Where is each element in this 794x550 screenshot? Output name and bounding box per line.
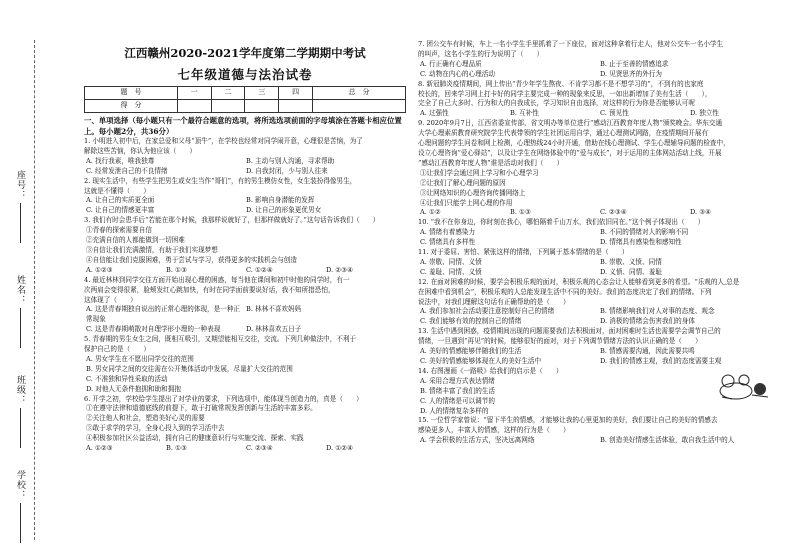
option: A. 行正确有心理品质	[420, 59, 482, 68]
question-q11	[418, 248, 780, 278]
score-input-cell[interactable]	[211, 100, 245, 113]
option-row	[418, 436, 780, 446]
question-q15	[418, 416, 780, 446]
question-text: 11. 对于委屈、害怕、紧张这样的情绪，下列属于基本情绪的是（ ）	[418, 248, 629, 257]
question-text: 感染更多人，丰富人的情感，这样的行为是（ ）	[418, 426, 570, 435]
option: C. 经常发泄自己的不良情绪	[86, 166, 168, 175]
option: D. 见贤思齐的外行为	[600, 69, 662, 78]
option: B. 情绪丰富了我们的生活	[420, 386, 495, 395]
question-text: 次两肩会变得很紧，脸颊发红心跳加快，有时在同学面前要说好话，我不知所措恐怕，	[84, 285, 335, 294]
option-row	[418, 109, 780, 119]
score-input-cell[interactable]	[313, 100, 406, 113]
option: B. 创造美好情感生活体验，敢自我生活中的人	[600, 436, 735, 445]
option: B. 情感需要沟通，因此需要共鸣	[600, 347, 695, 356]
question-text: 2. 现实生活中，有些学生把男生或女生当作“哥们”，有的男生模仿女性，女生装扮得像男生，	[84, 176, 357, 185]
option: D. ①②④	[326, 444, 353, 453]
score-cell: 得 分	[85, 100, 178, 113]
score-cell: 一	[177, 87, 211, 100]
question-text: 6. 开学之初，学校给学生提出了对学业的要求，下列选项中，能体现当创造力的，真是（ ）	[84, 394, 363, 403]
option-row	[418, 60, 780, 70]
option: A. 我们参加社会活动要注意控制好自己的情绪	[420, 307, 555, 316]
option: ①在遵守法律和道德底线的前提下，敢于打破常规发挥创新与生活的丰富多彩。	[86, 404, 317, 413]
question-text: 15. 一位哲学家曾说：“留下半生的情感，才能够让我的心里更加的美好，我们要让自己的美好的情感去	[418, 416, 718, 425]
option: C. 羞耻、同情、义愤	[420, 267, 482, 276]
option: C. ②③④	[246, 444, 273, 453]
option: D. 独立性	[690, 109, 720, 118]
question-q7	[418, 40, 780, 80]
question-text: 解除这些苦恼，你认为他应该（ ）	[84, 146, 197, 155]
option: C. 情绪具有多样性	[420, 238, 476, 247]
question-text: 3. 我们有时会患手后“若能在那个时候，我那样说就好了，但那样做就好了。”这句话告诉我们（ ）	[84, 216, 380, 225]
option-row	[84, 206, 406, 216]
option: A. 找行我素，唯我独尊	[86, 156, 155, 165]
option: C. 预见性	[600, 109, 629, 118]
option: A. 学会积极的生活方式，坚决远离网络	[420, 436, 535, 445]
option-row	[84, 325, 406, 335]
option-row	[84, 157, 406, 167]
name-label: 姓名：	[14, 275, 27, 348]
option: D. 人的情绪复杂多样的	[420, 406, 489, 415]
question-q3	[84, 216, 406, 275]
question-text: 13. 生活中遇到困惑，疫情期间出现的问题需要我们去积极面对，面对困难时生活也需要学会调节自己的	[418, 327, 721, 336]
option: ①青春的探索需要自信	[86, 226, 152, 235]
score-input-cell[interactable]	[177, 100, 211, 113]
option: ③自信让我们充满激情，有助于我们实现梦想	[86, 245, 218, 254]
score-value-row	[85, 100, 406, 113]
option: ④自信能让我们克服困难，勇于尝试与学习，获得更多的实践机会与创造	[86, 255, 297, 264]
question-q4	[84, 276, 406, 335]
option: A. 男女学生在不愿出同学交往的范围	[86, 354, 194, 363]
question-text: 12. 在面对困难的时候，要学会积极乐观的面对，积极乐观的心态会让人能够看到更多的希望。“乐观的人,总是	[418, 277, 740, 286]
left-question-list	[84, 137, 406, 454]
option: C. 人的情绪是可以调节的	[420, 396, 495, 405]
option: D. ②③④	[326, 265, 353, 274]
school-label: 学校：	[14, 470, 27, 543]
option-row	[84, 305, 406, 325]
option: A. 情绪有着感染力	[420, 228, 476, 237]
question-text: 这就是不懂得（ ）	[84, 186, 150, 195]
option-row	[418, 317, 780, 327]
exam-subtitle: 七年级道德与法治试卷	[177, 67, 313, 82]
option-row	[418, 238, 780, 248]
score-cell: 题 号	[85, 87, 178, 100]
right-column	[418, 40, 780, 446]
left-column	[84, 40, 406, 454]
option: A. 让自己的实质更全面	[86, 196, 155, 205]
question-text: 8. 新冠肺炎疫情期间，网上传出“青少年学生熬夜、不肯学习都不是不想学习的”，不到有的也家庭	[418, 79, 704, 88]
option: C. 我们能够有效的控制自己的情绪	[420, 317, 522, 326]
question-text: 9. 2020年9月7日，江西省委宣传部，省文明办等单位进行“感动江西教育年度人物”颁奖晚会。华东交通	[418, 119, 723, 128]
option: ②充满自信的人都能做到一切困难	[86, 236, 185, 245]
question-text: 校长的，回来学习网上打卡好的同学主要完成一种的现象来反思，一如出新增加了美有生活（ ），	[418, 89, 712, 98]
option: C. ①②④	[246, 265, 273, 274]
option: B. 影响自身潜能的发挥	[246, 196, 315, 205]
option: ②关注他人和社会，塑造美好心灵的需要	[86, 414, 205, 423]
section-heading: 一、单项选择（每小题只有一个最符合题意的选项，将所选选项前面的字母填涂在答题卡相应位置上。每小题2分，共36分）	[84, 116, 402, 136]
question-q1	[84, 137, 406, 177]
option-row	[84, 266, 406, 276]
option-row	[418, 70, 780, 80]
question-text: 心理问题的学生问卷和网上检测，心理热线24小时开通，借助在线心理测试、学生心理辅导问题的检查中，	[418, 139, 730, 148]
seat-label: 座号：	[14, 170, 27, 243]
option: D. 我们的情感主观，我们的态度需要主观	[600, 357, 722, 365]
option: A. 崇敬、同情、义愤	[420, 257, 482, 266]
option: C. 不准独和异性采取的活动	[86, 374, 168, 383]
option: B. 不同的情绪对人的影响不同	[600, 228, 689, 237]
option: C. 让自己的情感更丰富	[86, 206, 155, 215]
option: A. 这是青春期独自说出的正常心理的体现，是一种正常现象	[86, 305, 241, 324]
option: A. 采用合理方式表达情绪	[420, 376, 495, 385]
option: ①让我们学会通过网上学习和小心理学习	[420, 168, 539, 177]
question-text: 大学心理素质教育研究院学生代表带领的学生社团运用自学，通过心理测试网路，在疫情期间开展有	[418, 129, 709, 138]
option-row	[418, 347, 780, 357]
score-cell: 四	[279, 87, 313, 100]
score-table	[84, 86, 406, 113]
option-row	[418, 307, 780, 317]
option-row	[418, 357, 780, 367]
option: B. ①③	[166, 265, 187, 274]
question-text: 说法中，对我们理解这句话有正确帮助的是（ ）	[418, 297, 570, 306]
score-cell: 总 分	[313, 87, 406, 100]
option: D. 消极的情绪会伤害我们的身体	[600, 317, 695, 326]
question-q10	[418, 218, 780, 248]
option: B. 男女同学之间的交往需在公开集体活动中发展，尽量扩大交往的范围	[86, 364, 293, 373]
score-input-cell[interactable]	[279, 100, 313, 113]
question-text: 情绪，一旦遇到“再见”的时候，能够很好的面对，对于下列调节情绪方法的认识正确的是（ ）	[418, 337, 702, 346]
class-label: 班级：	[14, 375, 27, 448]
question-text: 完全了自己大多时、行为和大的自我成长，学习知识自由选择，对这样的行为你是否能够认可呢	[418, 99, 695, 108]
option: C. 动物在内心的心理活动	[420, 69, 495, 78]
option: C. 这是青春期萌散对自理学形小理的一种表现	[86, 325, 221, 334]
exam-title: 江西赣州2020-2021学年度第二学期期中考试	[124, 46, 366, 60]
option: C. 美好的情感能够体现在人的美好生活中	[420, 357, 542, 365]
option: B. 止于至善的情感追求	[600, 59, 669, 68]
option-row	[418, 208, 780, 218]
option-row	[418, 258, 780, 268]
question-q5	[84, 335, 406, 394]
option: B. 崇敬、义愤、同情	[600, 257, 662, 266]
option: ③敢于求学的学习，全身心投入到的学习活中去	[86, 424, 225, 433]
option: A. ①②	[420, 208, 441, 217]
question-text: 在困难中看到机会”，积极乐观的人总能发现生活中不同的美好。我们的态度决定了我们的情绪。下列	[418, 287, 712, 296]
option-row	[418, 228, 780, 238]
question-text: 的叫声，这名小学生的行为说明了（ ）	[418, 49, 544, 58]
option: A. ①②③	[86, 265, 113, 274]
option-row	[84, 444, 406, 454]
question-text: 保护自己的是（ ）	[84, 345, 150, 354]
question-text: 5. 青春期的男生女生之间，既相互吸引，又期望能相互交往，交流。下列几种做法中，不利于	[84, 335, 357, 344]
question-text: 1. 小明进入初中后，在家总爱和父母“顶牛”，在学校也经常对同学闹开意，心理很是苦恼，为了	[84, 137, 363, 145]
question-text: 这体现了（ ）	[84, 295, 137, 304]
option: D. 情绪具有感染性和感知性	[600, 238, 682, 247]
cartoon-illustration	[716, 369, 772, 403]
question-q9	[418, 119, 780, 218]
question-text: 10. “我不在你身边，你时刻在我心，哪怕隔着千山万水，我们依旧同在。”这个例子体现出（ ）	[418, 218, 705, 227]
score-input-cell[interactable]	[245, 100, 279, 113]
score-cell: 三	[245, 87, 279, 100]
score-header-row	[85, 87, 406, 100]
option: B. ①③	[510, 208, 531, 217]
question-text: 4. 最近林林到同学交往方面开始出现心理的困惑，每当他在课间和初中时他的同学时，有一	[84, 275, 350, 284]
option: B. 主动与别人沟通，寻求帮助	[246, 156, 335, 165]
option: ④让我们只能学上网心理的作用	[420, 198, 513, 207]
option: A. ①②③	[86, 444, 113, 453]
option-row	[84, 196, 406, 206]
question-text: “感动江西教育年度人物”谁是活动对我们（ ）	[418, 158, 564, 167]
question-text: 14. 右图漫画《一路吸》给我们的启示是（ ）	[418, 366, 563, 375]
binding-margin	[0, 0, 44, 550]
option: ②让我们了解心理问题的原因	[420, 178, 506, 187]
question-q8	[418, 80, 780, 120]
option: ③让网络知识的心理咨询传播网络上	[420, 188, 526, 197]
option: C. ②③④	[600, 208, 627, 217]
option: D. 让自己的形象更优男女	[246, 206, 322, 215]
option: B. 林林不喜欢妈妈	[246, 305, 302, 314]
binding-line	[34, 40, 35, 540]
option: D. 自我封闭，少与别人往来	[246, 166, 328, 175]
question-q12	[418, 278, 780, 328]
score-cell: 二	[211, 87, 245, 100]
option: D. 义愤、同情、羞耻	[600, 267, 662, 276]
question-q2	[84, 177, 406, 217]
option-row	[418, 268, 780, 278]
question-q13	[418, 327, 780, 367]
option: A. 过强性	[420, 109, 449, 118]
option: B. ①③	[166, 444, 187, 453]
right-question-list	[418, 40, 780, 446]
option: B. 互补性	[510, 109, 539, 118]
question-text: 7. 团公交车有时候，车上一名小学生手里抓着了一下座位，面对这种拿着行走人，他对公交车一名小学生	[418, 40, 724, 48]
option: D. 对他人无条件抱拥和助和拥抱	[86, 384, 181, 393]
question-q14	[418, 367, 780, 417]
option: ④积极参加社区公益活动，拥有自己的健康意识行与实施交流、探索、实践	[86, 434, 304, 443]
question-q6	[84, 395, 406, 454]
option: B. 情绪影响我们对人对事的态度、观念	[600, 307, 715, 316]
question-text: 设立心理咨询“爱心驿站”，以及让学生在网络体验中的“爱与成长”，对于运用的主体网站活动上线，开展	[418, 148, 722, 157]
option: A. 美好的情感能够伴随我们的生活	[420, 347, 522, 356]
option-row	[84, 167, 406, 177]
option: D. ③④	[690, 208, 712, 217]
option: D. 林林喜欢五日子	[246, 325, 302, 334]
